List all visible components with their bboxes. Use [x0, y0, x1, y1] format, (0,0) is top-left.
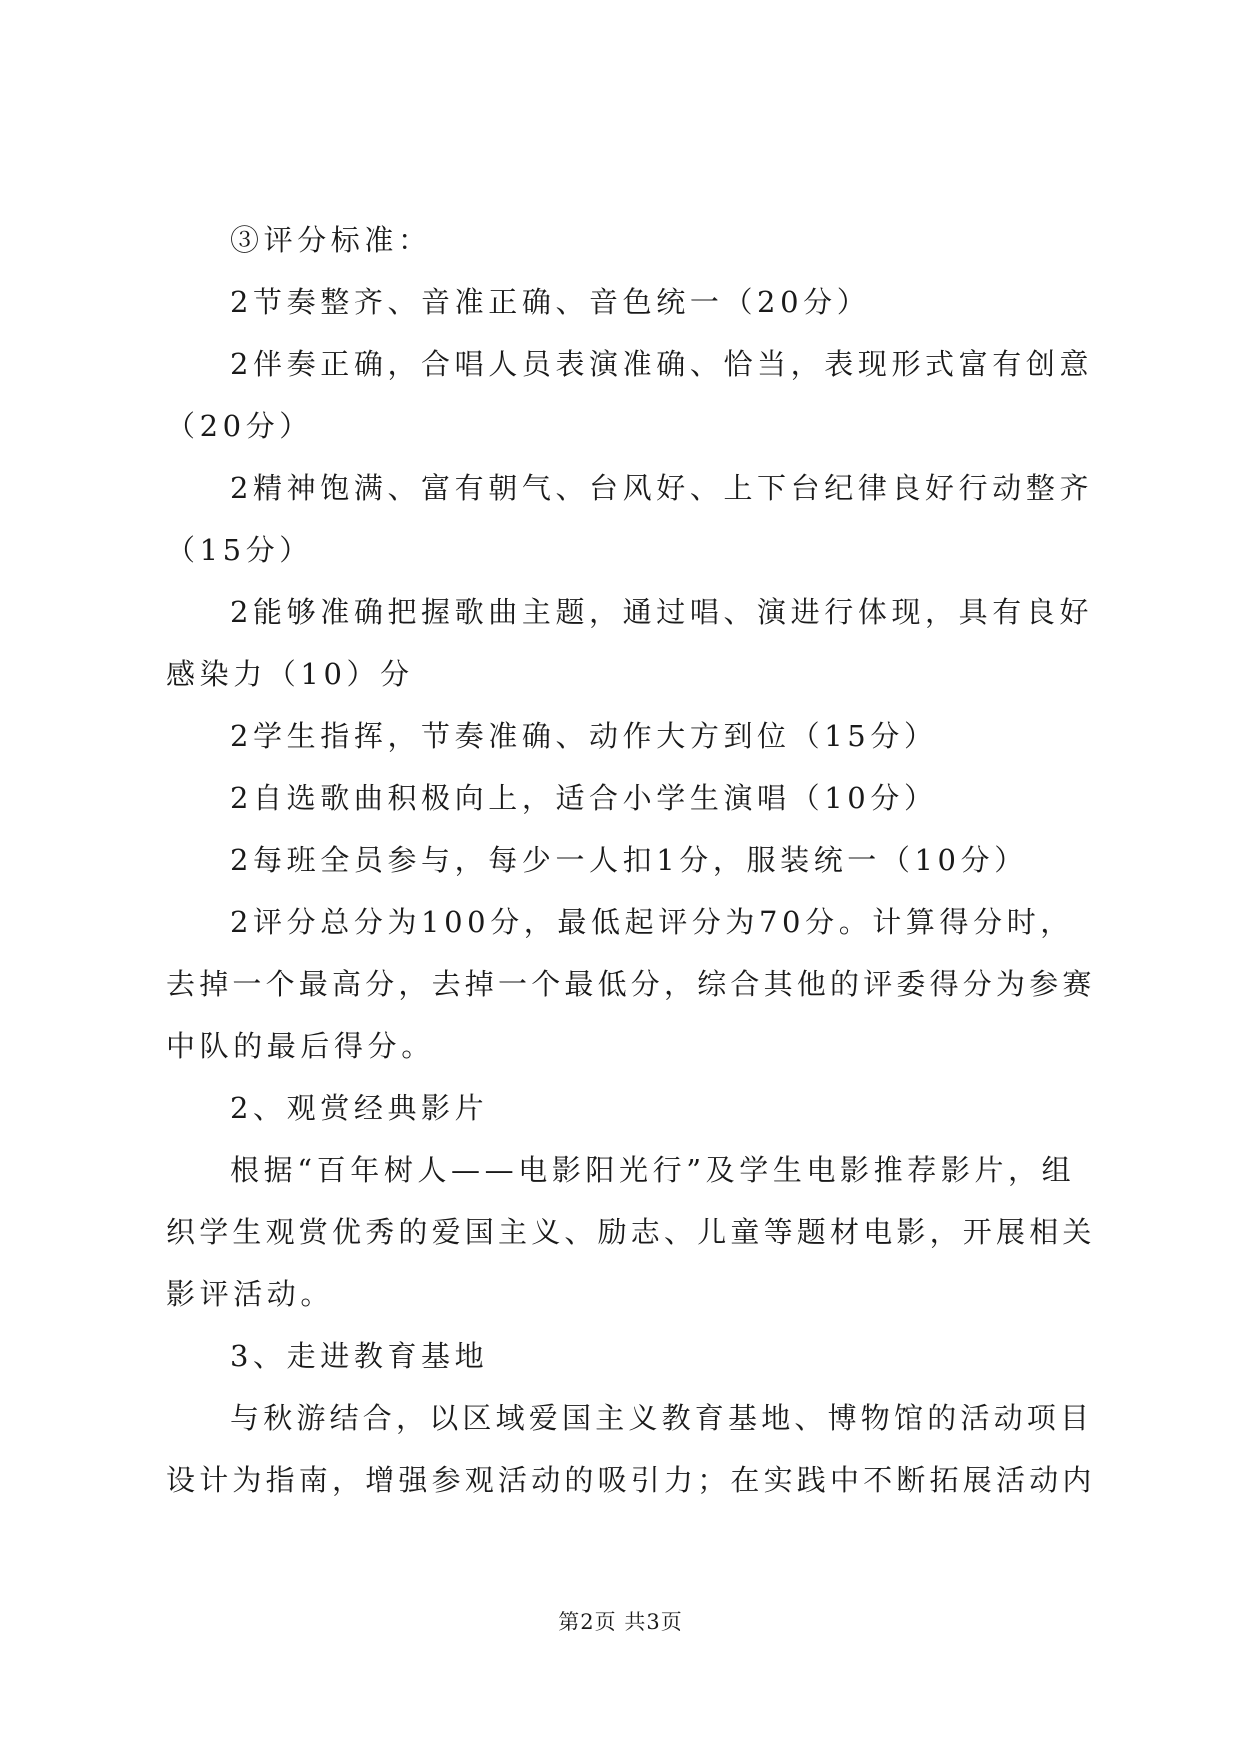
films-paragraph-line-1: 根据“百年树人——电影阳光行”及学生电影推荐影片，组: [230, 1153, 1076, 1187]
criterion-spirit-points: （15分）: [166, 533, 313, 567]
education-paragraph-line-1: 与秋游结合，以区域爱国主义教育基地、博物馆的活动项目: [230, 1401, 1094, 1435]
section-heading-education-base: 3、走进教育基地: [230, 1339, 489, 1373]
criterion-theme: 2能够准确把握歌曲主题，通过唱、演进行体现，具有良好: [230, 595, 1094, 629]
scoring-rule-line-3: 中队的最后得分。: [166, 1029, 435, 1063]
criterion-accompaniment-points: （20分）: [166, 409, 313, 443]
education-paragraph-line-2: 设计为指南，增强参观活动的吸引力；在实践中不断拓展活动内: [166, 1463, 1096, 1497]
page-footer: 第2页 共3页: [558, 1610, 683, 1634]
criterion-conductor: 2学生指挥，节奏准确、动作大方到位（15分）: [230, 719, 938, 753]
criterion-song-choice: 2自选歌曲积极向上，适合小学生演唱（10分）: [230, 781, 938, 815]
films-paragraph-line-2: 织学生观赏优秀的爱国主义、励志、儿童等题材电影，开展相关: [166, 1215, 1096, 1249]
criterion-participation: 2每班全员参与，每少一人扣1分，服装统一（10分）: [230, 843, 1028, 877]
criterion-spirit: 2精神饱满、富有朝气、台风好、上下台纪律良好行动整齐: [230, 471, 1094, 505]
scoring-criteria-heading: ③评分标准：: [230, 223, 432, 257]
section-heading-films: 2、观赏经典影片: [230, 1091, 489, 1125]
films-paragraph-line-3: 影评活动。: [166, 1277, 335, 1311]
scoring-rule-line-2: 去掉一个最高分，去掉一个最低分，综合其他的评委得分为参赛: [166, 967, 1096, 1001]
criterion-rhythm: 2节奏整齐、音准正确、音色统一（20分）: [230, 285, 871, 319]
criterion-theme-points: 感染力（10）分: [166, 657, 414, 691]
scoring-rule-line-1: 2评分总分为100分，最低起评分为70分。计算得分时，: [230, 905, 1074, 939]
criterion-accompaniment: 2伴奏正确，合唱人员表演准确、恰当，表现形式富有创意: [230, 347, 1094, 381]
